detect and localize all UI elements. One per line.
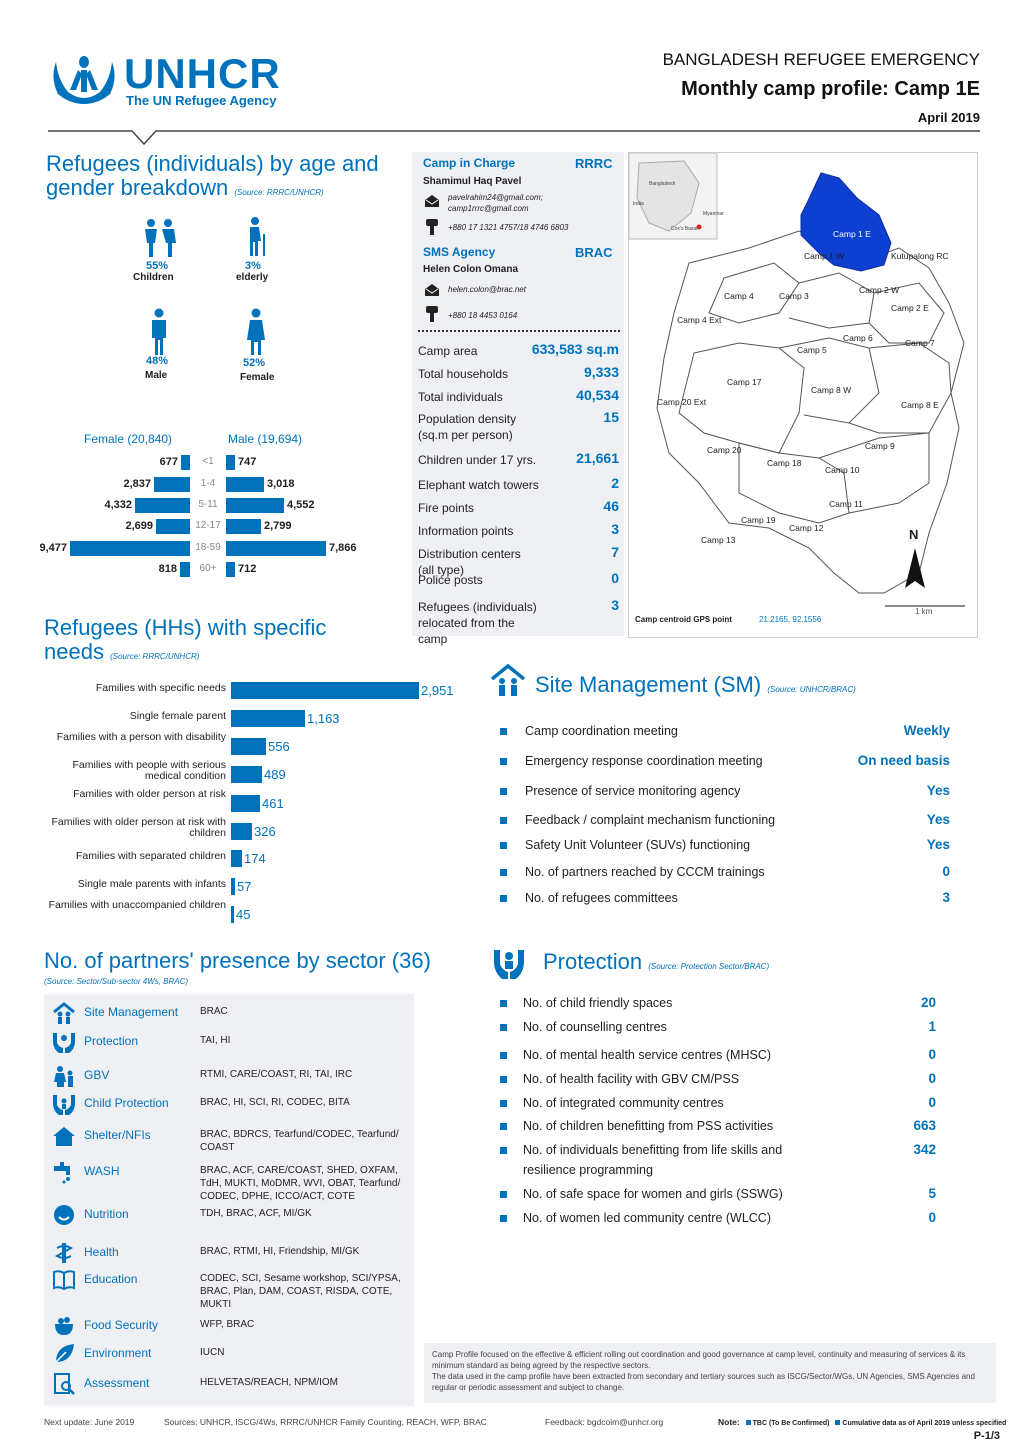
specific-needs-title-2: needs (Source: RRRC/UNHCR) <box>44 639 200 664</box>
camp-map-svg <box>629 153 978 638</box>
stat-value: 3 <box>611 597 619 613</box>
site-management-title: Site Management (SM) (Source: UNHCR/BRAC) <box>535 672 856 697</box>
camp-label: Camp 12 <box>789 523 824 533</box>
protection-value: 0 <box>928 1071 936 1086</box>
north-label: N <box>909 527 919 542</box>
partner-list: CODEC, SCI, Sesame workshop, SCI/YPSA, BRAC, Plan, DAM, COAST, RISDA, COTE, MUKTI <box>200 1273 401 1310</box>
partner-list: BRAC <box>200 1006 228 1017</box>
camp-label: Camp 18 <box>767 458 802 468</box>
needs-bar <box>231 682 419 699</box>
stat-value: 46 <box>603 498 619 514</box>
needs-label: Families with older person at risk with children <box>51 816 226 839</box>
bullet <box>500 1100 507 1107</box>
needs-label: Families with older person at risk <box>73 788 226 800</box>
partner-list: BRAC, BDRCS, Tearfund/CODEC, Tearfund/ COAST <box>200 1129 399 1153</box>
needs-label: Families with a person with disability <box>56 731 226 743</box>
pyramid-male-value: 3,018 <box>267 478 295 490</box>
stat-value: 3 <box>611 521 619 537</box>
partner-list: BRAC, RTMI, HI, Friendship, MI/GK <box>200 1246 360 1257</box>
cic-label: Camp in Charge <box>423 156 516 170</box>
protection-label: No. of counselling centres <box>523 1020 667 1034</box>
elderly-pct: 3% <box>245 260 261 272</box>
camp-label: Camp 20 <box>707 445 742 455</box>
org-subtitle: The UN Refugee Agency <box>126 93 277 108</box>
cic-phone: +880 17 1321 4757/18 4746 6803 <box>448 223 569 232</box>
camp-label: Camp 5 <box>797 345 827 355</box>
pyramid-female-bar <box>70 541 190 556</box>
camp-label: Camp 9 <box>865 441 895 451</box>
pyramid-age-label: 18-59 <box>195 542 221 553</box>
protection-label: No. of women led community centre (WLCC) <box>523 1211 771 1225</box>
inset-label: Cox's Bazar <box>671 226 698 232</box>
pyramid-male-bar <box>226 541 326 556</box>
pyramid-male-bar <box>226 498 284 513</box>
stat-label: Population density (sq.m per person) <box>418 412 517 442</box>
protection-title: Protection (Source: Protection Sector/BRAC) <box>543 949 770 974</box>
age-gender-source: (Source: RRRC/UNHCR) <box>234 188 324 197</box>
note-paragraph: Camp Profile focused on the effective & efficient rolling out coordination and good governance at camp level, continuity and measuring of services & its minimum standard as being agreed by the respective sectors. <box>432 1350 966 1370</box>
gps-label: Camp centroid GPS point <box>635 615 732 624</box>
needs-label: Families with unaccompanied children <box>48 899 226 911</box>
sm-label: Camp coordination meeting <box>525 724 678 738</box>
bullet <box>500 728 507 735</box>
site-management-source: (Source: UNHCR/BRAC) <box>767 685 856 694</box>
pyramid-female-bar <box>154 477 190 492</box>
needs-value: 461 <box>262 796 284 811</box>
gps-value: 21.2165, 92.1556 <box>759 615 822 624</box>
inset-label: Bangladesh <box>649 181 676 187</box>
pyramid-female-value: 2,699 <box>125 520 153 532</box>
bullet <box>500 1076 507 1083</box>
protection-value: 0 <box>928 1210 936 1225</box>
camp-label: Camp 20 Ext <box>657 397 707 407</box>
partner-sector: Nutrition <box>84 1207 129 1221</box>
stat-label: Refugees (individuals) relocated from the camp <box>418 600 537 646</box>
pyramid-female-bar <box>181 455 190 470</box>
male-label: Male <box>145 370 168 381</box>
female-pct: 52% <box>243 357 266 369</box>
pyramid-male-value: 2,799 <box>264 520 292 532</box>
partner-list: BRAC, ACF, CARE/COAST, SHED, OXFAM, TdH, MUKTI, MoDMR, WVI, OBAT, Tearfund/ CODEC, DPHE, ICCO/ACT, COTE <box>200 1165 401 1202</box>
emergency-title: BANGLADESH REFUGEE EMERGENCY <box>662 50 980 69</box>
unhcr-logo-icon <box>48 50 120 106</box>
camp-label: Camp 3 <box>779 291 809 301</box>
stat-value: 0 <box>611 570 619 586</box>
needs-bar <box>231 878 235 895</box>
partner-sector: Shelter/NFIs <box>84 1128 151 1142</box>
partner-list: TDH, BRAC, ACF, MI/GK <box>200 1208 312 1219</box>
protection-source: (Source: Protection Sector/BRAC) <box>648 962 770 971</box>
needs-value: 326 <box>254 824 276 839</box>
report-date: April 2019 <box>917 110 980 125</box>
bullet <box>500 1052 507 1059</box>
bullet <box>500 758 507 765</box>
partner-sector: Child Protection <box>84 1096 169 1110</box>
partners-source: (Source: Sector/Sub-sector 4Ws, BRAC) <box>44 977 189 986</box>
sms-label: SMS Agency <box>423 245 496 259</box>
pyramid-age-label: <1 <box>202 456 214 467</box>
bullet <box>500 1215 507 1222</box>
protection-value: 20 <box>920 995 936 1010</box>
stat-label: Distribution centers (all type) <box>418 547 521 577</box>
inset-label: India <box>633 201 644 207</box>
pyramid-female-value: 2,837 <box>123 478 151 490</box>
pyramid-age-label: 1-4 <box>200 478 216 489</box>
profile-title: Monthly camp profile: Camp 1E <box>681 78 980 100</box>
camp-label: Camp 11 <box>829 499 863 509</box>
email-icon <box>424 283 440 297</box>
sm-value: Yes <box>926 783 950 798</box>
camp-label: Camp 4 <box>724 291 754 301</box>
pyramid-female-value: 818 <box>158 563 177 575</box>
partner-sector: Food Security <box>84 1318 159 1332</box>
needs-value: 45 <box>236 907 251 922</box>
sms-email: helen.colon@brac.net <box>448 285 526 294</box>
children-pct: 55% <box>146 260 169 272</box>
bullet <box>500 869 507 876</box>
camp-label: Kutupalong RC <box>891 251 949 261</box>
pyramid-male-bar <box>226 455 235 470</box>
female-label: Female <box>240 372 275 383</box>
sms-phone: +880 18 4453 0164 <box>448 311 518 320</box>
bullet <box>500 1000 507 1007</box>
stat-label: Camp area <box>418 344 478 358</box>
male-pct: 48% <box>146 355 169 367</box>
needs-label: Families with people with serious medical condition <box>72 759 226 782</box>
camp-label: Camp 7 <box>905 338 935 348</box>
stat-label: Fire points <box>418 501 475 515</box>
sms-name: Helen Colon Omana <box>423 264 519 275</box>
contacts-divider <box>418 330 620 332</box>
pyramid-male-value: 4,552 <box>287 499 315 511</box>
needs-label: Families with specific needs <box>95 682 226 694</box>
note-paragraph: The data used in the camp profile have been extracted from secondary and tertiary sources such as ISCG/Sector/WGs, UN Agencies, SMS Agencies and regular or periodic assessment and subject to change. <box>432 1372 975 1392</box>
stat-label: Information points <box>418 524 514 538</box>
sm-label: Safety Unit Volunteer (SUVs) functioning <box>525 838 751 852</box>
pyramid-female-bar <box>156 519 190 534</box>
needs-bar <box>231 795 260 812</box>
pyramid-male-value: 712 <box>238 563 257 575</box>
needs-bar <box>231 710 305 727</box>
elderly-label: elderly <box>236 272 269 283</box>
sm-value: On need basis <box>857 753 950 768</box>
pyramid-female-bar <box>135 498 190 513</box>
camp-label: Camp 8 W <box>811 385 852 395</box>
partner-sector: Education <box>84 1272 138 1286</box>
camp-label: Camp 4 Ext <box>677 315 722 325</box>
sm-label: Presence of service monitoring agency <box>525 784 741 798</box>
camp-label: Camp 1 E <box>833 229 871 239</box>
phone-icon <box>425 305 439 323</box>
nutrition-icon <box>52 1203 76 1227</box>
needs-label: Single male parents with infants <box>77 878 226 890</box>
elderly-icon <box>244 216 268 258</box>
sms-org: BRAC <box>575 245 613 260</box>
specific-needs-source: (Source: RRRC/UNHCR) <box>110 652 200 661</box>
sm-label: Feedback / complaint mechanism functioning <box>525 813 776 827</box>
needs-label: Families with separated children <box>76 850 226 862</box>
partner-list: IUCN <box>200 1347 225 1358</box>
needs-bar <box>231 738 266 755</box>
camp-label: Camp 13 <box>701 535 736 545</box>
food-icon <box>52 1314 76 1338</box>
partner-sector: Health <box>84 1245 119 1259</box>
pyramid-age-label: 60+ <box>199 563 217 574</box>
house-people-icon <box>52 1001 76 1025</box>
needs-bar <box>231 850 242 867</box>
stat-value: 2 <box>611 475 619 491</box>
sm-label: No. of partners reached by CCCM trainings <box>525 865 765 879</box>
assessment-icon <box>52 1372 76 1396</box>
health-icon <box>52 1241 76 1265</box>
camp-label: Camp 10 <box>825 465 860 475</box>
protection-label: No. of integrated community centres <box>523 1096 724 1110</box>
stat-label: Children under 17 yrs. <box>418 453 537 467</box>
partner-list: WFP, BRAC <box>200 1319 255 1330</box>
cic-org: RRRC <box>575 156 613 171</box>
pyramid-male-bar <box>226 562 235 577</box>
pyramid-age-label: 12-17 <box>195 520 221 531</box>
cic-name: Shamimul Haq Pavel <box>423 176 522 187</box>
house-people-icon <box>490 664 526 698</box>
protection-label: No. of child friendly spaces <box>523 996 673 1010</box>
camp-label: Camp 2 E <box>891 303 929 313</box>
bullet <box>500 1147 507 1154</box>
pyramid-female-header: Female (20,840) <box>84 432 173 446</box>
partner-sector: Environment <box>84 1346 152 1360</box>
protection-label: No. of individuals benefitting from life skills and resilience programming <box>523 1143 783 1177</box>
stat-label: Total individuals <box>418 390 503 404</box>
gbv-icon <box>52 1064 76 1088</box>
child-protection-icon <box>52 1092 76 1116</box>
protection-value: 1 <box>928 1019 936 1034</box>
camp-label: Camp 8 E <box>901 400 939 410</box>
stat-label: Elephant watch towers <box>418 478 539 492</box>
footer-feedback: Feedback: bgdcoim@unhcr.org <box>545 1417 664 1427</box>
age-gender-title: Refugees (individuals) by age and <box>46 151 379 176</box>
tap-icon <box>52 1160 76 1184</box>
age-gender-title-2: gender breakdown (Source: RRRC/UNHCR) <box>46 175 324 200</box>
bullet <box>500 895 507 902</box>
pyramid-female-value: 9,477 <box>39 542 67 554</box>
needs-bar <box>231 906 234 923</box>
bullet <box>500 1123 507 1130</box>
stat-value: 15 <box>603 409 619 425</box>
protection-label: No. of safe space for women and girls (SSWG) <box>523 1187 783 1201</box>
needs-label: Single female parent <box>129 710 226 722</box>
specific-needs-title: Refugees (HHs) with specific <box>44 615 327 640</box>
sm-label: Emergency response coordination meeting <box>525 754 763 768</box>
bullet <box>500 788 507 795</box>
stat-value: 633,583 sq.m <box>531 341 619 357</box>
pyramid-male-value: 747 <box>238 456 257 468</box>
needs-value: 556 <box>268 739 290 754</box>
partner-sector: Protection <box>84 1034 139 1048</box>
children-label: Children <box>133 272 174 283</box>
stat-label: Police posts <box>418 573 483 587</box>
children-icon <box>142 218 178 258</box>
pyramid-female-value: 4,332 <box>104 499 132 511</box>
camp-label: Camp 6 <box>843 333 873 343</box>
partner-sector: Site Management <box>84 1005 179 1019</box>
footer-note: Note: TBC (To Be Confirmed) Cumulative data as of April 2019 unless specified <box>718 1417 1007 1427</box>
needs-bar <box>231 766 262 783</box>
protection-value: 663 <box>913 1118 936 1133</box>
stat-label: Total households <box>418 367 509 381</box>
scale-label: 1 km <box>915 607 933 616</box>
org-name: UNHCR <box>124 50 281 97</box>
inset-label: Myanmar <box>703 211 724 217</box>
pyramid-female-bar <box>180 562 190 577</box>
partner-sector: WASH <box>84 1164 120 1178</box>
pyramid-male-bar <box>226 477 264 492</box>
sm-value: Yes <box>926 837 950 852</box>
camp-label: Camp 17 <box>727 377 762 387</box>
protection-hands-icon <box>492 946 526 980</box>
sm-value: 3 <box>942 890 950 905</box>
cic-email: pavelrahim24@gmail.com; camp1rrrc@gmail.com <box>448 193 543 213</box>
protection-value: 342 <box>913 1142 936 1157</box>
stat-value: 9,333 <box>583 364 619 380</box>
phone-icon <box>425 218 439 236</box>
pyramid-male-header: Male (19,694) <box>228 432 303 446</box>
camp-map <box>628 152 978 638</box>
male-icon <box>150 308 168 356</box>
pyramid-age-label: 5-11 <box>198 499 218 510</box>
pyramid-female-value: 677 <box>159 456 178 468</box>
needs-bar <box>231 823 252 840</box>
partner-list: TAI, HI <box>200 1035 231 1046</box>
protection-label: No. of mental health service centres (MHSC) <box>523 1048 772 1062</box>
pyramid-male-value: 7,866 <box>329 542 357 554</box>
needs-value: 489 <box>264 767 286 782</box>
header-divider <box>48 128 980 150</box>
bullet <box>500 842 507 849</box>
stat-value: 40,534 <box>576 387 619 403</box>
partner-sector: Assessment <box>84 1376 150 1390</box>
book-icon <box>52 1268 76 1292</box>
partner-list: RTMI, CARE/COAST, RI, TAI, IRC <box>200 1069 353 1080</box>
protection-value: 5 <box>928 1186 936 1201</box>
partner-list: HELVETAS/REACH, NPM/IOM <box>200 1377 338 1388</box>
protection-label: No. of health facility with GBV CM/PSS <box>523 1072 740 1086</box>
sm-label: No. of refugees committees <box>525 891 678 905</box>
protection-label: No. of children benefitting from PSS activities <box>523 1119 774 1133</box>
protection-value: 0 <box>928 1095 936 1110</box>
partner-list: BRAC, HI, SCI, RI, CODEC, BITA <box>200 1097 350 1108</box>
next-update: Next update: June 2019 <box>44 1417 135 1427</box>
sm-value: Weekly <box>903 723 950 738</box>
stat-value: 21,661 <box>576 450 619 466</box>
needs-value: 57 <box>237 879 252 894</box>
camp-label: Camp 19 <box>741 515 776 525</box>
email-icon <box>424 194 440 208</box>
needs-value: 1,163 <box>307 711 340 726</box>
protection-hands-icon <box>52 1030 76 1054</box>
bullet <box>500 817 507 824</box>
protection-value: 0 <box>928 1047 936 1062</box>
needs-value: 2,951 <box>421 683 454 698</box>
bullet <box>500 1024 507 1031</box>
bullet <box>500 1191 507 1198</box>
partner-sector: GBV <box>84 1068 110 1082</box>
sm-value: 0 <box>942 864 950 879</box>
leaf-icon <box>52 1342 76 1366</box>
partners-title: No. of partners' presence by sector (36) <box>44 948 431 973</box>
footer-sources: Sources: UNHCR, ISCG/4Ws, RRRC/UNHCR Family Counting, REACH, WFP, BRAC <box>164 1417 487 1427</box>
stat-value: 7 <box>611 544 619 560</box>
page-number: P-1/3 <box>973 1430 1000 1442</box>
camp-label: Camp 1 W <box>804 251 845 261</box>
camp-label: Camp 2 W <box>859 285 900 295</box>
pyramid-male-bar <box>226 519 261 534</box>
female-icon <box>246 308 266 356</box>
shelter-icon <box>52 1124 76 1148</box>
needs-value: 174 <box>244 851 266 866</box>
sm-value: Yes <box>926 812 950 827</box>
note-box <box>424 1343 996 1403</box>
